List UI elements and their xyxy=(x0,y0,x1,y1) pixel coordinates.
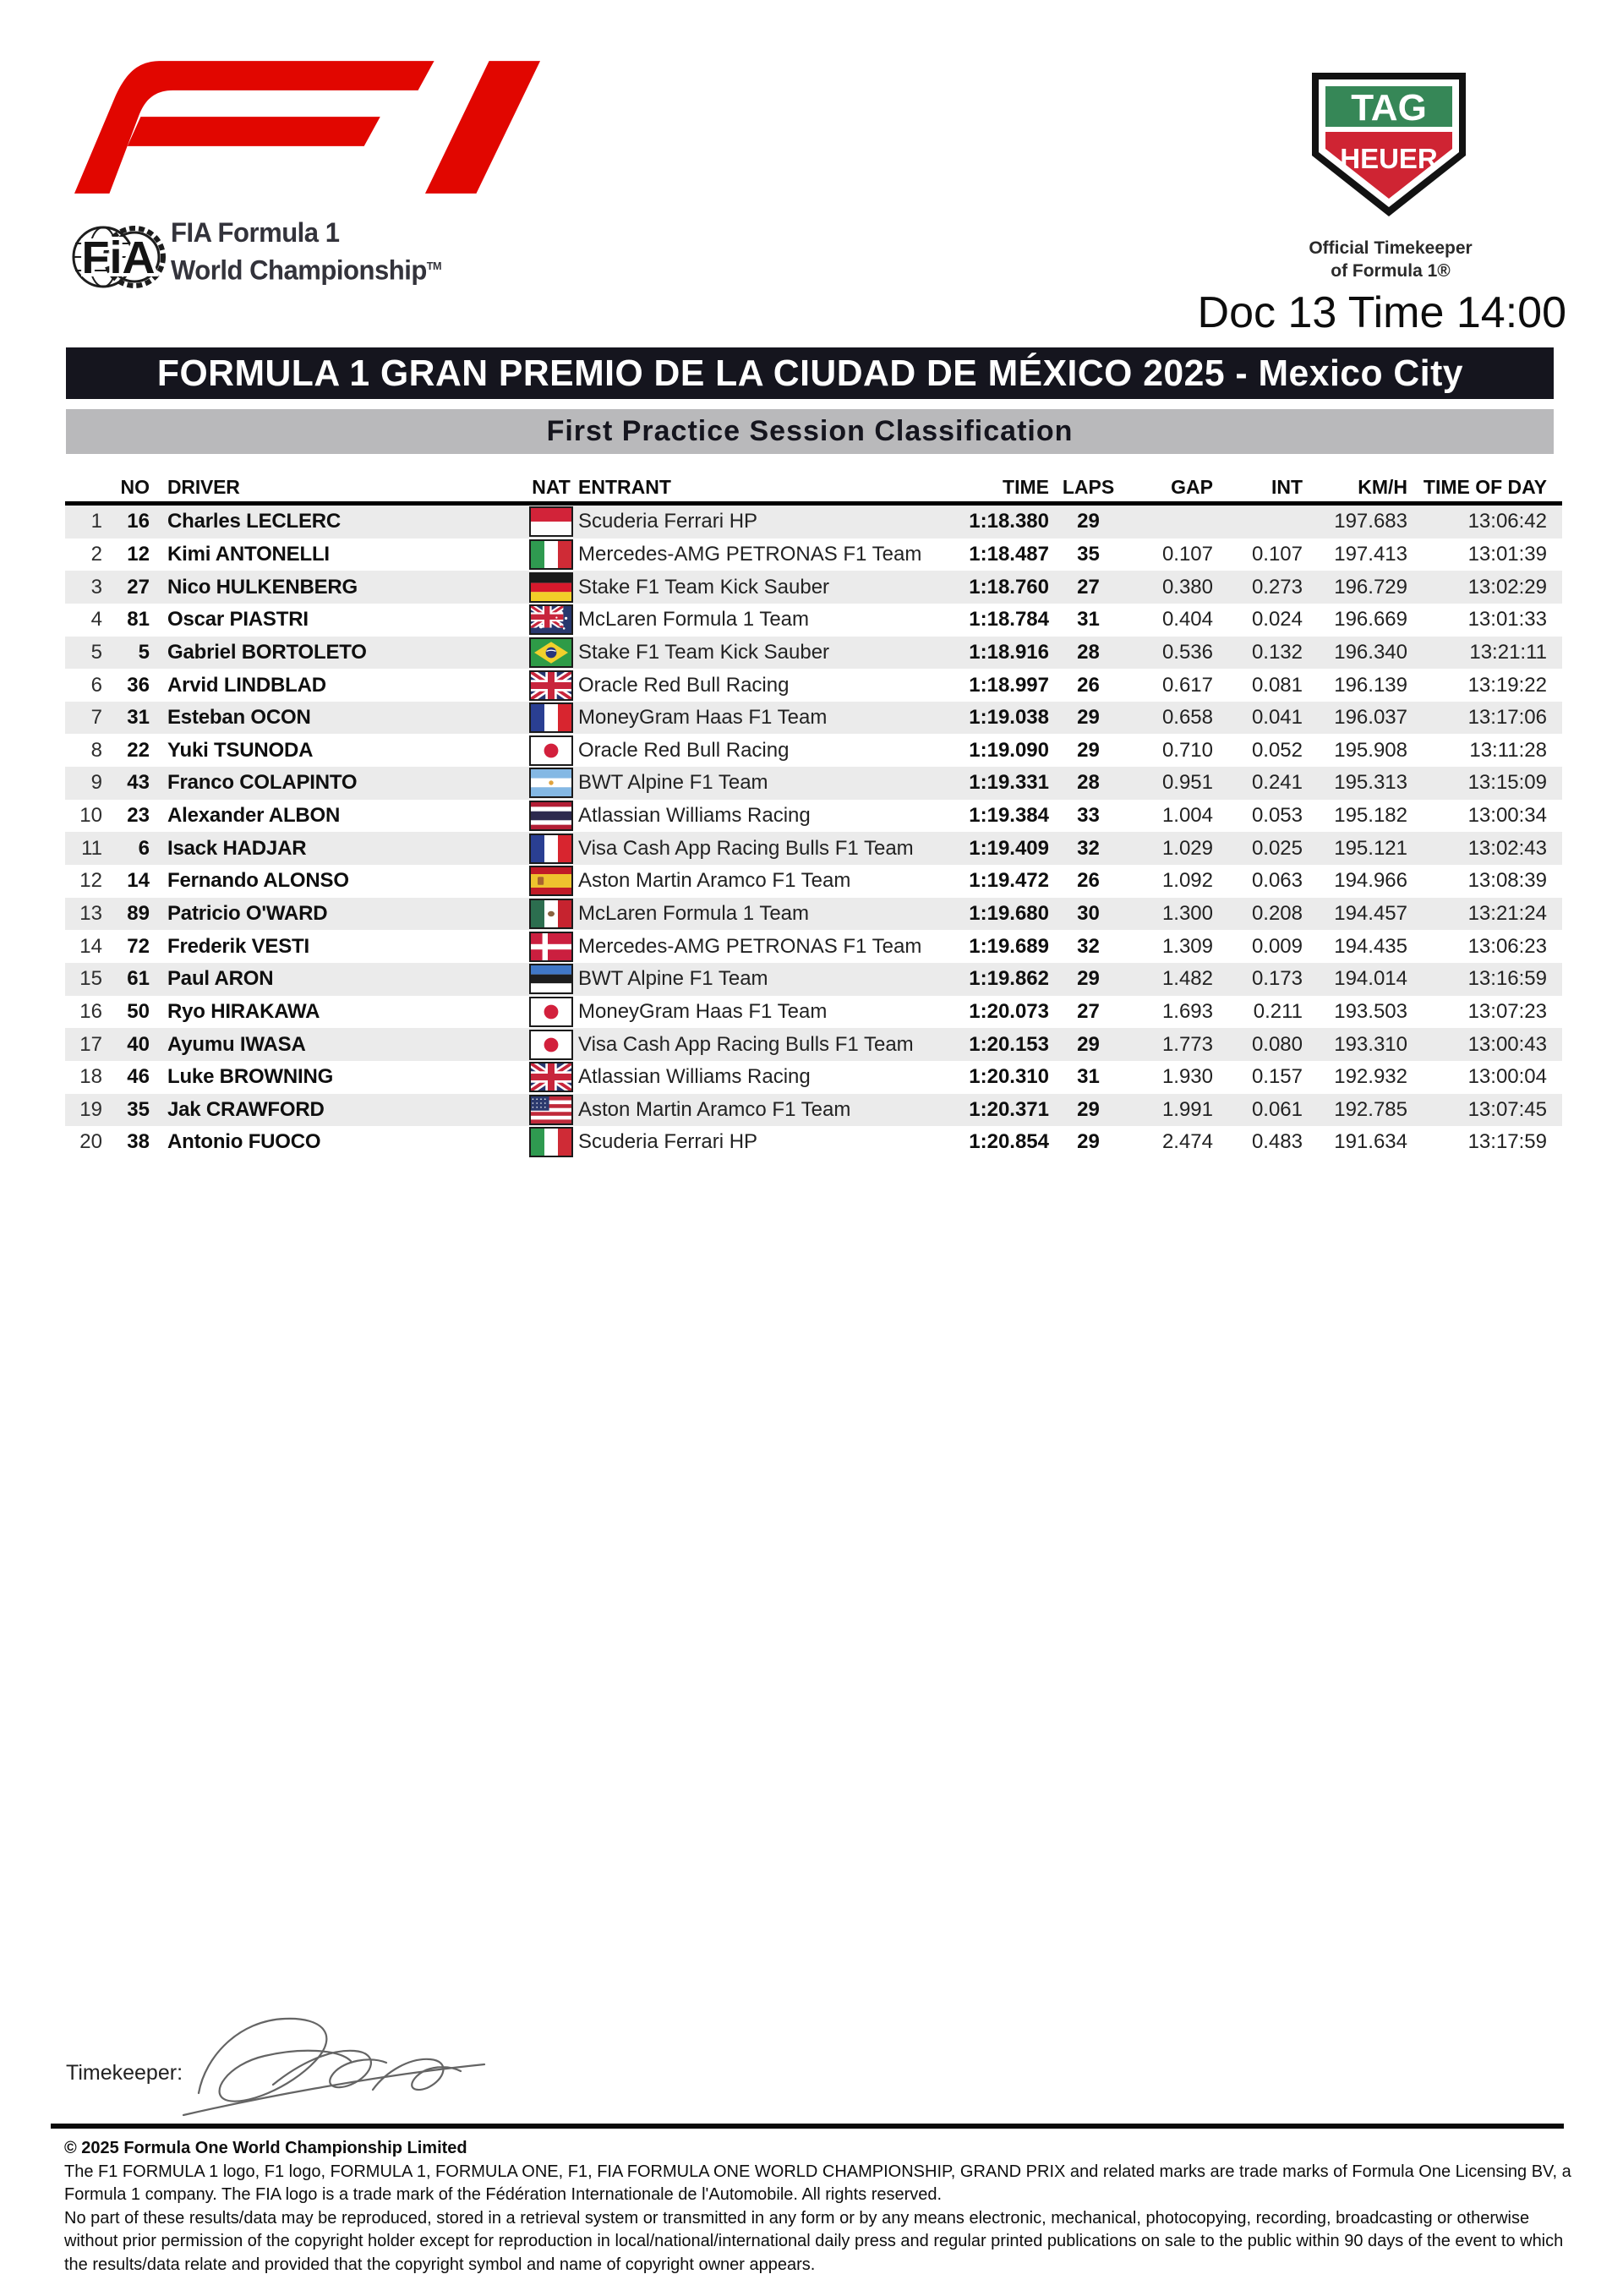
laps-cell: 30 xyxy=(1077,902,1100,925)
time-cell: 1:18.997 xyxy=(969,673,1049,697)
car-number-cell: 22 xyxy=(127,738,150,762)
car-number-cell: 72 xyxy=(127,934,150,958)
kmh-cell: 195.121 xyxy=(1334,836,1407,860)
entrant-cell: Aston Martin Aramco F1 Team xyxy=(578,1097,851,1121)
kmh-cell: 193.503 xyxy=(1334,999,1407,1023)
time-of-day-cell: 13:00:04 xyxy=(1467,1065,1547,1089)
kmh-cell: 197.413 xyxy=(1334,542,1407,566)
int-cell: 0.063 xyxy=(1251,869,1303,893)
car-number-cell: 35 xyxy=(127,1097,150,1121)
entrant-cell: Oracle Red Bull Racing xyxy=(578,738,790,762)
position-cell: 18 xyxy=(79,1065,102,1089)
entrant-cell: Mercedes-AMG PETRONAS F1 Team xyxy=(578,934,922,958)
gap-cell: 0.107 xyxy=(1161,542,1213,566)
position-cell: 17 xyxy=(79,1032,102,1056)
entrant-cell: Atlassian Williams Racing xyxy=(578,1065,811,1089)
gap-cell: 0.710 xyxy=(1161,738,1213,762)
table-row xyxy=(65,1028,1562,1061)
table-row xyxy=(65,832,1562,865)
flag-italy-icon xyxy=(529,1127,573,1157)
int-cell: 0.157 xyxy=(1251,1065,1303,1089)
position-cell: 11 xyxy=(81,836,102,860)
flag-japan-icon xyxy=(529,1030,573,1060)
gap-cell: 0.380 xyxy=(1161,575,1213,599)
time-of-day-cell: 13:00:43 xyxy=(1467,1032,1547,1056)
kmh-cell: 196.669 xyxy=(1334,608,1407,631)
position-cell: 10 xyxy=(79,804,102,828)
entrant-cell: Mercedes-AMG PETRONAS F1 Team xyxy=(578,542,922,566)
gap-cell: 1.004 xyxy=(1161,804,1213,828)
flag-japan-icon xyxy=(529,735,573,766)
time-cell: 1:18.760 xyxy=(969,575,1049,599)
flag-italy-icon xyxy=(529,539,573,570)
col-header-driver: DRIVER xyxy=(167,476,240,498)
car-number-cell: 6 xyxy=(138,836,150,860)
car-number-cell: 46 xyxy=(127,1065,150,1089)
nat-cell xyxy=(524,834,578,864)
flag-usa-icon xyxy=(529,1095,573,1125)
table-row xyxy=(65,767,1562,800)
kmh-cell: 196.037 xyxy=(1334,706,1407,730)
laps-cell: 29 xyxy=(1077,1130,1100,1154)
kmh-cell: 194.014 xyxy=(1334,967,1407,991)
int-cell: 0.211 xyxy=(1253,999,1303,1023)
driver-cell: Luke BROWNING xyxy=(167,1065,334,1089)
entrant-cell: MoneyGram Haas F1 Team xyxy=(578,706,828,730)
nat-cell xyxy=(524,768,578,798)
time-cell: 1:19.038 xyxy=(969,706,1049,730)
position-cell: 14 xyxy=(79,934,102,958)
table-row xyxy=(65,734,1562,767)
entrant-cell: McLaren Formula 1 Team xyxy=(578,608,809,631)
gap-cell: 1.991 xyxy=(1161,1097,1213,1121)
int-cell: 0.081 xyxy=(1251,673,1303,697)
nat-cell xyxy=(524,735,578,766)
time-of-day-cell: 13:06:23 xyxy=(1467,934,1547,958)
entrant-cell: Aston Martin Aramco F1 Team xyxy=(578,869,851,893)
entrant-cell: Stake F1 Team Kick Sauber xyxy=(578,575,830,599)
table-row xyxy=(65,930,1562,963)
kmh-cell: 196.340 xyxy=(1334,640,1407,664)
svg-text:HEUER: HEUER xyxy=(1340,143,1438,174)
flag-australia-icon xyxy=(529,604,573,635)
time-of-day-cell: 13:16:59 xyxy=(1467,967,1547,991)
nat-cell xyxy=(524,1095,578,1125)
car-number-cell: 38 xyxy=(127,1130,150,1154)
nat-cell xyxy=(524,1127,578,1157)
table-row xyxy=(65,1094,1562,1127)
nat-cell xyxy=(524,801,578,831)
position-cell: 2 xyxy=(90,542,102,566)
laps-cell: 29 xyxy=(1077,1097,1100,1121)
time-cell: 1:18.916 xyxy=(969,640,1049,664)
driver-cell: Paul ARON xyxy=(167,967,274,991)
nat-cell xyxy=(524,539,578,570)
gap-cell: 1.300 xyxy=(1161,902,1213,925)
int-cell: 0.041 xyxy=(1251,706,1303,730)
table-row xyxy=(65,538,1562,571)
position-cell: 12 xyxy=(79,869,102,893)
position-cell: 9 xyxy=(90,771,102,795)
time-of-day-cell: 13:15:09 xyxy=(1467,771,1547,795)
gap-cell: 0.536 xyxy=(1161,640,1213,664)
entrant-cell: McLaren Formula 1 Team xyxy=(578,902,809,925)
time-of-day-cell: 13:01:33 xyxy=(1467,608,1547,631)
flag-uk-icon xyxy=(529,670,573,701)
int-cell: 0.173 xyxy=(1251,967,1303,991)
driver-cell: Fernando ALONSO xyxy=(167,869,349,893)
nat-cell xyxy=(524,670,578,701)
gap-cell: 0.658 xyxy=(1161,706,1213,730)
col-header-time-of-day: TIME OF DAY xyxy=(1423,476,1547,498)
nat-cell xyxy=(524,572,578,603)
time-of-day-cell: 13:08:39 xyxy=(1467,869,1547,893)
int-cell: 0.107 xyxy=(1251,542,1303,566)
session-title: First Practice Session Classification xyxy=(546,415,1074,447)
time-of-day-cell: 13:02:43 xyxy=(1467,836,1547,860)
driver-cell: Gabriel BORTOLETO xyxy=(167,640,367,664)
legal-paragraph-1: The F1 FORMULA 1 logo, F1 logo, FORMULA 1, FORMULA ONE, F1, FIA FORMULA ONE WORLD CHAMPIONSHIP, GRAND PRIX and related marks are trade marks of Formula One Licensing BV, a Formula 1 company. The FIA logo is a trade mark of the Fédération Internationale de l'Automobile. All rights reserved. xyxy=(64,2162,1571,2204)
int-cell: 0.241 xyxy=(1251,771,1303,795)
driver-cell: Alexander ALBON xyxy=(167,804,341,828)
gap-cell: 1.309 xyxy=(1161,934,1213,958)
driver-cell: Ryo HIRAKAWA xyxy=(167,999,320,1023)
event-title: FORMULA 1 GRAN PREMIO DE LA CIUDAD DE MÉXICO 2025 - Mexico City xyxy=(156,352,1463,394)
flag-france-icon xyxy=(529,702,573,733)
nat-cell xyxy=(524,899,578,929)
kmh-cell: 192.932 xyxy=(1334,1065,1407,1089)
car-number-cell: 5 xyxy=(138,640,150,664)
kmh-cell: 195.908 xyxy=(1334,738,1407,762)
flag-mexico-icon xyxy=(529,899,573,929)
time-of-day-cell: 13:17:59 xyxy=(1467,1130,1547,1154)
car-number-cell: 31 xyxy=(127,706,150,730)
gap-cell: 1.773 xyxy=(1161,1032,1213,1056)
driver-cell: Patricio O'WARD xyxy=(167,902,328,925)
position-cell: 7 xyxy=(90,706,102,730)
laps-cell: 29 xyxy=(1077,1032,1100,1056)
driver-cell: Esteban OCON xyxy=(167,706,311,730)
int-cell: 0.080 xyxy=(1251,1032,1303,1056)
time-of-day-cell: 13:19:22 xyxy=(1467,673,1547,697)
laps-cell: 29 xyxy=(1077,967,1100,991)
time-cell: 1:18.380 xyxy=(969,510,1049,533)
entrant-cell: Scuderia Ferrari HP xyxy=(578,510,758,533)
col-header-entrant: ENTRANT xyxy=(578,476,671,498)
svg-text:FiA: FiA xyxy=(81,232,156,283)
time-of-day-cell: 13:01:39 xyxy=(1467,542,1547,566)
time-of-day-cell: 13:21:11 xyxy=(1469,640,1547,664)
driver-cell: Oscar PIASTRI xyxy=(167,608,309,631)
kmh-cell: 194.435 xyxy=(1334,934,1407,958)
nat-cell xyxy=(524,1062,578,1092)
trademark-symbol: TM xyxy=(426,260,442,272)
fia-wordmark-line1: FIA Formula 1 xyxy=(171,217,340,248)
position-cell: 15 xyxy=(79,967,102,991)
laps-cell: 33 xyxy=(1077,804,1100,828)
gap-cell: 0.617 xyxy=(1161,673,1213,697)
entrant-cell: Visa Cash App Racing Bulls F1 Team xyxy=(578,1032,914,1056)
kmh-cell: 192.785 xyxy=(1334,1097,1407,1121)
nat-cell xyxy=(524,702,578,733)
time-cell: 1:20.854 xyxy=(969,1130,1049,1154)
time-cell: 1:19.409 xyxy=(969,836,1049,860)
time-of-day-cell: 13:06:42 xyxy=(1467,510,1547,533)
copyright-line: © 2025 Formula One World Championship Limited xyxy=(64,2139,467,2157)
table-row xyxy=(65,506,1562,538)
driver-cell: Kimi ANTONELLI xyxy=(167,542,330,566)
table-row xyxy=(65,1126,1562,1159)
kmh-cell: 191.634 xyxy=(1334,1130,1407,1154)
entrant-cell: Scuderia Ferrari HP xyxy=(578,1130,758,1154)
nat-cell xyxy=(524,866,578,896)
flag-estonia-icon xyxy=(529,964,573,994)
kmh-cell: 195.313 xyxy=(1334,771,1407,795)
table-row xyxy=(65,637,1562,670)
flag-monaco-icon xyxy=(529,506,573,537)
driver-cell: Antonio FUOCO xyxy=(167,1130,321,1154)
entrant-cell: BWT Alpine F1 Team xyxy=(578,967,768,991)
int-cell: 0.024 xyxy=(1251,608,1303,631)
time-cell: 1:19.384 xyxy=(969,804,1049,828)
flag-germany-icon xyxy=(529,572,573,603)
table-header-row xyxy=(65,478,1562,506)
time-cell: 1:18.784 xyxy=(969,608,1049,631)
col-header-int: INT xyxy=(1271,476,1303,498)
kmh-cell: 196.139 xyxy=(1334,673,1407,697)
kmh-cell: 194.457 xyxy=(1334,902,1407,925)
legal-paragraph-2: No part of these results/data may be reproduced, stored in a retrieval system or transmitted in any form or by any means electronic, mechanical, photocopying, recording, broadcasting or otherwise without prior permission of the copyright holder except for reproduction in local/national/international daily press and regular printed publications on sale to the public within 90 days of the event to which the results/data relate and provided that the copyright symbol and name of copyright owner appears. xyxy=(64,2208,1564,2274)
kmh-cell: 193.310 xyxy=(1334,1032,1407,1056)
int-cell: 0.483 xyxy=(1251,1130,1303,1154)
results-rows xyxy=(65,506,1562,1159)
flag-france-icon xyxy=(529,834,573,864)
int-cell: 0.273 xyxy=(1251,575,1303,599)
car-number-cell: 61 xyxy=(127,967,150,991)
table-row xyxy=(65,571,1562,604)
gap-cell: 0.951 xyxy=(1161,771,1213,795)
laps-cell: 32 xyxy=(1077,836,1100,860)
laps-cell: 28 xyxy=(1077,771,1100,795)
time-cell: 1:20.153 xyxy=(969,1032,1049,1056)
table-row xyxy=(65,800,1562,833)
gap-cell: 2.474 xyxy=(1161,1130,1213,1154)
event-title-banner xyxy=(66,347,1554,399)
flag-spain-icon xyxy=(529,866,573,896)
flag-brazil-icon xyxy=(529,637,573,668)
entrant-cell: Stake F1 Team Kick Sauber xyxy=(578,640,830,664)
flag-argentina-icon xyxy=(529,768,573,798)
driver-cell: Charles LECLERC xyxy=(167,510,342,533)
legal-text xyxy=(64,2137,1574,2277)
car-number-cell: 40 xyxy=(127,1032,150,1056)
time-of-day-cell: 13:07:23 xyxy=(1467,999,1547,1023)
flag-thailand-icon xyxy=(529,801,573,831)
flag-uk-icon xyxy=(529,1062,573,1092)
table-row xyxy=(65,702,1562,735)
driver-cell: Franco COLAPINTO xyxy=(167,771,358,795)
kmh-cell: 195.182 xyxy=(1334,804,1407,828)
position-cell: 6 xyxy=(90,673,102,697)
car-number-cell: 16 xyxy=(127,510,150,533)
laps-cell: 27 xyxy=(1077,999,1100,1023)
int-cell: 0.061 xyxy=(1251,1097,1303,1121)
laps-cell: 35 xyxy=(1077,542,1100,566)
table-row xyxy=(65,898,1562,931)
gap-cell: 0.404 xyxy=(1161,608,1213,631)
time-of-day-cell: 13:11:28 xyxy=(1469,738,1547,762)
car-number-cell: 36 xyxy=(127,673,150,697)
table-row xyxy=(65,1061,1562,1094)
tag-heuer-logo-icon xyxy=(1312,73,1466,216)
time-cell: 1:19.090 xyxy=(969,738,1049,762)
time-cell: 1:19.680 xyxy=(969,902,1049,925)
time-cell: 1:19.689 xyxy=(969,934,1049,958)
doc-number-and-time: Doc 13 Time 14:00 xyxy=(1197,288,1566,337)
timekeeper-signature xyxy=(173,2012,495,2124)
entrant-cell: Atlassian Williams Racing xyxy=(578,804,811,828)
car-number-cell: 27 xyxy=(127,575,150,599)
laps-cell: 27 xyxy=(1077,575,1100,599)
time-cell: 1:19.472 xyxy=(969,869,1049,893)
int-cell: 0.052 xyxy=(1251,738,1303,762)
gap-cell: 1.693 xyxy=(1161,999,1213,1023)
time-of-day-cell: 13:02:29 xyxy=(1467,575,1547,599)
driver-cell: Nico HULKENBERG xyxy=(167,575,358,599)
kmh-cell: 194.966 xyxy=(1334,869,1407,893)
nat-cell xyxy=(524,604,578,635)
position-cell: 19 xyxy=(79,1097,102,1121)
classification-table xyxy=(65,478,1562,1159)
driver-cell: Arvid LINDBLAD xyxy=(167,673,326,697)
table-row xyxy=(65,996,1562,1029)
time-cell: 1:20.371 xyxy=(969,1097,1049,1121)
laps-cell: 26 xyxy=(1077,869,1100,893)
gap-cell: 1.930 xyxy=(1161,1065,1213,1089)
laps-cell: 32 xyxy=(1077,934,1100,958)
car-number-cell: 23 xyxy=(127,804,150,828)
laps-cell: 28 xyxy=(1077,640,1100,664)
car-number-cell: 14 xyxy=(127,869,150,893)
official-timekeeper-caption: Official Timekeeper of Formula 1® xyxy=(1309,238,1473,281)
nat-cell xyxy=(524,932,578,962)
driver-cell: Isack HADJAR xyxy=(167,836,307,860)
f1-logo-icon xyxy=(74,61,548,194)
entrant-cell: Oracle Red Bull Racing xyxy=(578,673,790,697)
col-header-no: NO xyxy=(120,476,150,498)
laps-cell: 29 xyxy=(1077,706,1100,730)
nat-cell xyxy=(524,1030,578,1060)
table-row xyxy=(65,669,1562,702)
position-cell: 8 xyxy=(90,738,102,762)
time-cell: 1:20.073 xyxy=(969,999,1049,1023)
car-number-cell: 81 xyxy=(127,608,150,631)
gap-cell: 1.029 xyxy=(1161,836,1213,860)
time-cell: 1:18.487 xyxy=(969,542,1049,566)
car-number-cell: 12 xyxy=(127,542,150,566)
session-title-banner xyxy=(66,409,1554,454)
time-of-day-cell: 13:17:06 xyxy=(1467,706,1547,730)
car-number-cell: 43 xyxy=(127,771,150,795)
table-row xyxy=(65,963,1562,996)
laps-cell: 26 xyxy=(1077,673,1100,697)
flag-japan-icon xyxy=(529,997,573,1027)
laps-cell: 29 xyxy=(1077,510,1100,533)
svg-text:TAG: TAG xyxy=(1351,87,1427,128)
time-cell: 1:20.310 xyxy=(969,1065,1049,1089)
fia-wordmark xyxy=(171,216,441,287)
table-row xyxy=(65,865,1562,898)
position-cell: 20 xyxy=(79,1130,102,1154)
footer-divider xyxy=(51,2124,1564,2129)
col-header-laps: LAPS xyxy=(1062,476,1115,498)
car-number-cell: 89 xyxy=(127,902,150,925)
int-cell: 0.009 xyxy=(1251,934,1303,958)
time-of-day-cell: 13:07:45 xyxy=(1467,1097,1547,1121)
position-cell: 16 xyxy=(79,999,102,1023)
col-header-kmh: KM/H xyxy=(1358,476,1407,498)
position-cell: 4 xyxy=(90,608,102,631)
time-cell: 1:19.331 xyxy=(969,771,1049,795)
entrant-cell: MoneyGram Haas F1 Team xyxy=(578,999,828,1023)
time-of-day-cell: 13:00:34 xyxy=(1467,804,1547,828)
driver-cell: Yuki TSUNODA xyxy=(167,738,314,762)
time-cell: 1:19.862 xyxy=(969,967,1049,991)
nat-cell xyxy=(524,637,578,668)
int-cell: 0.025 xyxy=(1251,836,1303,860)
position-cell: 5 xyxy=(90,640,102,664)
driver-cell: Jak CRAWFORD xyxy=(167,1097,325,1121)
int-cell: 0.132 xyxy=(1251,640,1303,664)
nat-cell xyxy=(524,506,578,537)
laps-cell: 31 xyxy=(1077,1065,1100,1089)
time-of-day-cell: 13:21:24 xyxy=(1467,902,1547,925)
driver-cell: Ayumu IWASA xyxy=(167,1032,306,1056)
position-cell: 1 xyxy=(90,510,102,533)
position-cell: 13 xyxy=(79,902,102,925)
flag-denmark-icon xyxy=(529,932,573,962)
driver-cell: Frederik VESTI xyxy=(167,934,309,958)
laps-cell: 29 xyxy=(1077,738,1100,762)
col-header-nat: NAT xyxy=(532,476,571,498)
gap-cell: 1.482 xyxy=(1161,967,1213,991)
int-cell: 0.053 xyxy=(1251,804,1303,828)
nat-cell xyxy=(524,997,578,1027)
position-cell: 3 xyxy=(90,575,102,599)
nat-cell xyxy=(524,964,578,994)
timekeeper-label: Timekeeper: xyxy=(66,2061,183,2085)
col-header-time: TIME xyxy=(1003,476,1049,498)
entrant-cell: BWT Alpine F1 Team xyxy=(578,771,768,795)
entrant-cell: Visa Cash App Racing Bulls F1 Team xyxy=(578,836,914,860)
kmh-cell: 196.729 xyxy=(1334,575,1407,599)
fia-emblem-icon xyxy=(71,210,166,304)
table-row xyxy=(65,604,1562,637)
gap-cell: 1.092 xyxy=(1161,869,1213,893)
col-header-gap: GAP xyxy=(1171,476,1213,498)
fia-wordmark-line2: World Championship™ xyxy=(171,254,442,286)
kmh-cell: 197.683 xyxy=(1334,510,1407,533)
laps-cell: 31 xyxy=(1077,608,1100,631)
car-number-cell: 50 xyxy=(127,999,150,1023)
int-cell: 0.208 xyxy=(1251,902,1303,925)
